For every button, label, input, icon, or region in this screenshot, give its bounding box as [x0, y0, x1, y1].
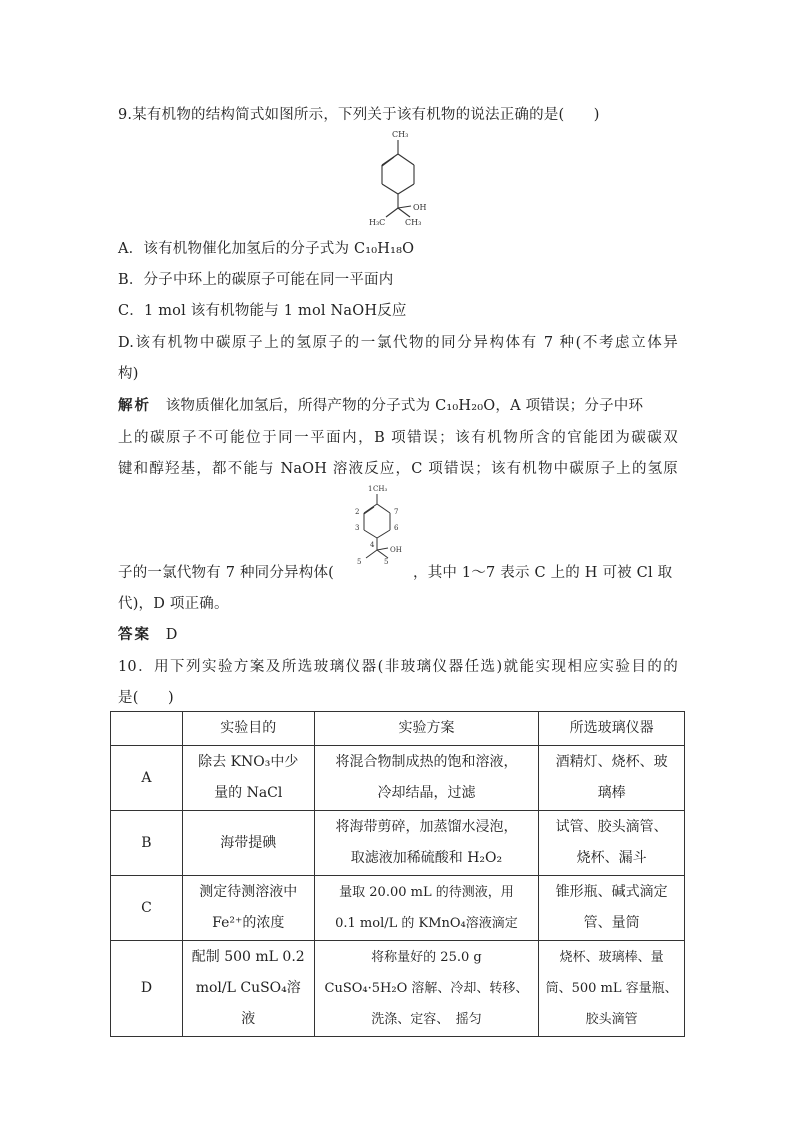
glass-line: 酒精灯、烧杯、玻: [555, 754, 668, 770]
q9-option-c: C．1 mol 该有机物能与 1 mol NaOH反应: [118, 303, 407, 319]
label-h3c: H₃C: [369, 218, 386, 227]
table-header-cell: 实验目的: [182, 712, 314, 746]
table-header-cell: 实验方案: [314, 712, 539, 746]
analysis-line5: 代)，D 项正确。: [118, 596, 229, 612]
plan-line: 将称量好的 25.0 g: [371, 950, 482, 965]
analysis-label: 解析: [118, 397, 151, 414]
table-row: [111, 746, 685, 811]
q9-option-d-line2: 构): [118, 366, 139, 382]
purpose-cell: [182, 746, 314, 811]
purpose-line: 配制 500 mL 0.2: [191, 949, 305, 965]
num-label-4: 4: [370, 541, 375, 549]
num-label-1: 1: [368, 485, 373, 493]
q9-option-b: B．分子中环上的碳原子可能在同一平面内: [118, 272, 394, 288]
purpose-cell: [182, 941, 314, 1037]
table-header-row: [111, 712, 685, 746]
plan-cell: [314, 876, 539, 941]
glass-cell: [539, 746, 685, 811]
num-label-2: 2: [355, 508, 360, 516]
table-header-cell: 所选玻璃仪器: [539, 712, 685, 746]
purpose-line: 测定待测溶液中: [199, 884, 298, 900]
plan-line: CuSO₄·5H₂O 溶解、冷却、转移、: [324, 981, 529, 996]
num-label-7: 7: [394, 508, 399, 516]
numbered-molecule-structure: [344, 480, 418, 580]
label-oh: OH: [413, 203, 427, 212]
purpose-line: 海带提碘: [220, 834, 277, 851]
plan-line: 将混合物制成热的饱和溶液，: [335, 754, 518, 770]
q9-option-d-line1: D.该有机物中碳原子上的氢原子的一氯代物的同分异构体有 7 种(不考虑立体异: [118, 335, 678, 351]
row-label: C: [111, 876, 183, 941]
plan-cell: [314, 746, 539, 811]
num-label-ch3: CH₃: [373, 485, 388, 493]
answer-label: 答案: [118, 626, 151, 643]
table-row: [111, 941, 685, 1037]
glass-line: 试管、胶头滴管、: [555, 819, 668, 835]
purpose-line: mol/L CuSO₄溶: [195, 980, 301, 996]
table-header-cell: [111, 712, 183, 746]
purpose-line: 除去 KNO₃中少: [198, 754, 299, 770]
answer-value: D: [165, 627, 178, 643]
num-label-3: 3: [355, 524, 360, 532]
glass-line: 筒、500 mL 容量瓶、: [545, 981, 678, 996]
purpose-cell: [182, 811, 314, 876]
purpose-line: Fe²⁺的浓度: [212, 915, 285, 931]
row-label: A: [111, 746, 183, 811]
table-row: [111, 811, 685, 876]
glass-line: 胶头滴管: [585, 1012, 638, 1027]
table-row: [111, 876, 685, 941]
num-label-oh: OH: [390, 546, 402, 554]
plan-line: 冷却结晶，过滤: [377, 785, 476, 801]
analysis-line4b: ，其中 1～7 表示 C 上的 H 可被 Cl 取: [413, 565, 673, 581]
glass-line: 璃棒: [597, 785, 626, 801]
plan-line: 量取 20.00 mL 的待测液，用: [339, 885, 514, 900]
plan-cell: [314, 941, 539, 1037]
num-label-6: 6: [394, 524, 399, 532]
label-ch3-bottom: CH₃: [405, 218, 422, 227]
q9-option-a: A．该有机物催化加氢后的分子式为 C₁₀H₁₈O: [118, 241, 415, 257]
analysis-line2: 上的碳原子不可能位于同一平面内，B 项错误；该有机物所含的官能团为碳碳双: [118, 430, 678, 446]
glass-line: 烧杯、漏斗: [576, 850, 647, 866]
glass-cell: [539, 876, 685, 941]
plan-cell: [314, 811, 539, 876]
plan-line: 洗涤、定容、 摇匀: [371, 1012, 482, 1027]
q9-stem: 9.某有机物的结构简式如图所示，下列关于该有机物的说法正确的是( ): [118, 107, 600, 123]
glass-cell: [539, 941, 685, 1037]
num-label-5b: 5: [384, 558, 389, 566]
analysis-line3: 键和醇羟基，都不能与 NaOH 溶液反应，C 项错误；该有机物中碳原子上的氢原: [118, 461, 678, 477]
purpose-line: 液: [241, 1011, 256, 1027]
plan-line: 将海带剪碎，加蒸馏水浸泡，: [335, 819, 518, 835]
glass-line: 管、量筒: [583, 915, 640, 931]
molecule-structure: [355, 126, 445, 234]
analysis-line1: 该物质催化加氢后，所得产物的分子式为 C₁₀H₂₀O，A 项错误；分子中环: [165, 398, 644, 414]
q10-stem-line1: 10．用下列实验方案及所选玻璃仪器(非玻璃仪器任选)就能实现相应实验目的的: [118, 659, 678, 675]
glass-line: 烧杯、玻璃棒、量: [559, 950, 664, 965]
analysis-line1-row: [118, 394, 643, 415]
experiment-table: [110, 711, 685, 1037]
analysis-line4a: 子的一氯代物有 7 种同分异构体(: [118, 565, 334, 581]
purpose-line: 量的 NaCl: [214, 785, 283, 801]
purpose-cell: [182, 876, 314, 941]
row-label: D: [111, 941, 183, 1037]
plan-line: 0.1 mol/L 的 KMnO₄溶液滴定: [335, 916, 518, 931]
glass-line: 锥形瓶、碱式滴定: [555, 884, 668, 900]
label-ch3-top: CH₃: [392, 130, 409, 139]
plan-line: 取滤液加稀硫酸和 H₂O₂: [350, 850, 503, 866]
num-label-5a: 5: [357, 558, 362, 566]
row-label: B: [111, 811, 183, 876]
answer-row: [118, 623, 178, 644]
q10-stem-line2: 是( ): [118, 690, 174, 706]
glass-cell: [539, 811, 685, 876]
